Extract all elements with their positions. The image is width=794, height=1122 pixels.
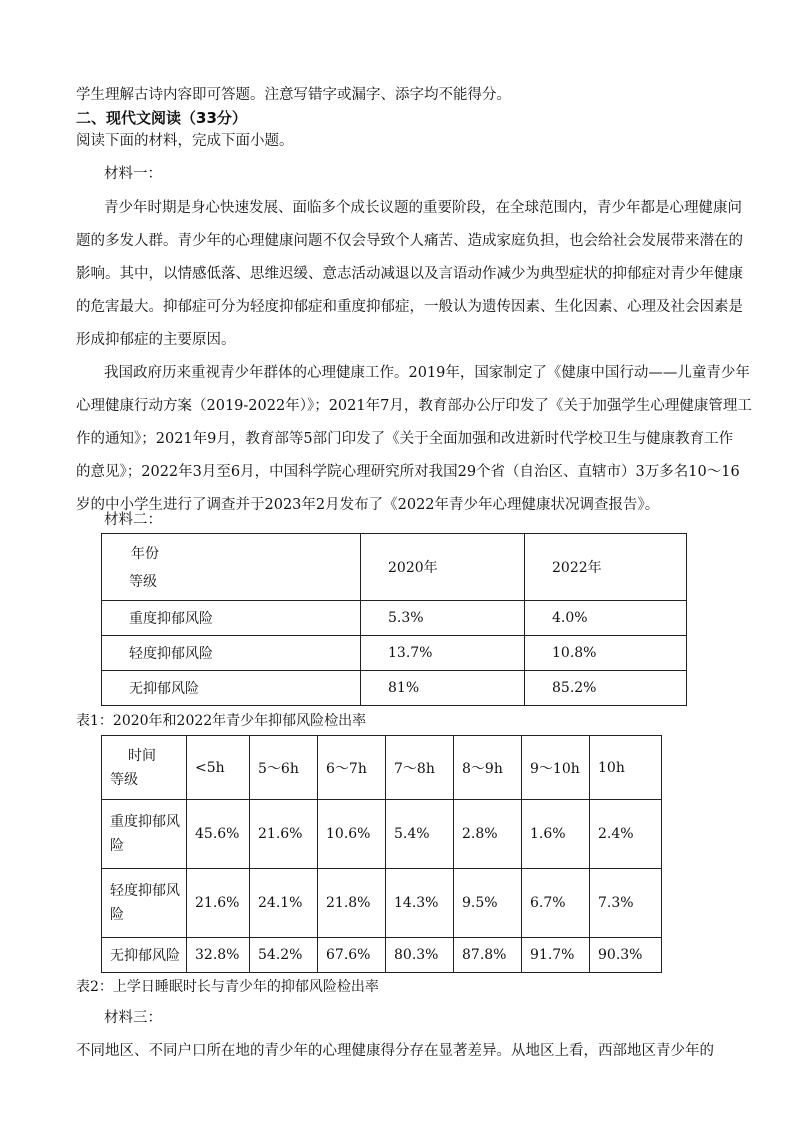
table-cell: 10.8% <box>525 636 687 671</box>
table-cell: 45.6% <box>187 800 250 869</box>
table-cell: 6.7% <box>522 869 590 938</box>
table-header-cell: 5～6h <box>250 736 318 800</box>
row-label-line: 重度抑郁风 <box>110 814 180 830</box>
header-bottom-label: 等级 <box>110 771 138 788</box>
table-header-cell: <5h <box>187 736 250 800</box>
paragraph-line: 青少年时期是身心快速发展、面临多个成长议题的重要阶段，在全球范围内，青少年都是心理健康问 <box>104 200 742 216</box>
table-row <box>102 671 687 706</box>
table-cell: 13.7% <box>361 636 525 671</box>
table-cell: 54.2% <box>250 938 318 973</box>
table-cell: 2.8% <box>454 800 522 869</box>
table-caption: 表2：上学日睡眠时长与青少年的抑郁风险检出率 <box>76 979 379 995</box>
table-cell: 24.1% <box>250 869 318 938</box>
table-cell: 90.3% <box>590 938 662 973</box>
table-row <box>102 938 662 973</box>
header-top-label: 年份 <box>131 546 159 562</box>
paragraph-line: 的危害最大。抑郁症可分为轻度抑郁症和重度抑郁症，一般认为遗传因素、生化因素、心理及社会因素是 <box>76 299 743 315</box>
material-label: 材料一： <box>104 166 162 182</box>
table-header-cell: 2020年 <box>361 534 525 601</box>
table-depression-risk-by-year <box>101 533 687 706</box>
table-row <box>102 601 687 636</box>
header-bottom-label: 等级 <box>129 574 157 590</box>
row-label: 轻度抑郁风险 <box>102 636 361 671</box>
table-cell: 5.3% <box>361 601 525 636</box>
paragraph-line: 岁的中小学生进行了调查并于2023年2月发布了《2022年青少年心理健康状况调查报告》。 <box>76 497 660 513</box>
table-header-corner <box>102 736 187 800</box>
table-row <box>102 869 662 938</box>
table-cell: 10.6% <box>318 800 386 869</box>
text-line: 学生理解古诗内容即可答题。注意写错字或漏字、添字均不能得分。 <box>76 87 511 103</box>
table-cell: 21.6% <box>187 869 250 938</box>
row-label: 无抑郁风险 <box>102 671 361 706</box>
paragraph-line: 影响。其中，以情感低落、思维迟缓、意志活动减退以及言语动作减少为典型症状的抑郁症对青少年健康 <box>76 266 743 282</box>
table-cell: 9.5% <box>454 869 522 938</box>
row-label-line: 轻度抑郁风 <box>110 883 180 899</box>
table-cell: 1.6% <box>522 800 590 869</box>
table-cell: 85.2% <box>525 671 687 706</box>
section-heading: 二、现代文阅读（33分） <box>76 109 247 127</box>
paragraph-line: 的意见》；2022年3月至6月，中国科学院心理研究所对我国29个省（自治区、直辖市）3万多名10～16 <box>76 464 740 480</box>
table-header-corner <box>102 534 361 601</box>
paragraph-line: 心理健康行动方案（2019-2022年）》；2021年7月，教育部办公厅印发了《关于加强学生心理健康管理工 <box>76 398 752 414</box>
table-row <box>102 800 662 869</box>
table-cell: 7.3% <box>590 869 662 938</box>
table-cell: 2.4% <box>590 800 662 869</box>
header-top-label: 时间 <box>128 747 156 764</box>
table-caption: 表1：2020年和2022年青少年抑郁风险检出率 <box>76 713 367 729</box>
table-cell: 32.8% <box>187 938 250 973</box>
table-cell: 80.3% <box>386 938 454 973</box>
table-cell: 21.8% <box>318 869 386 938</box>
table-header-cell: 10h <box>590 736 662 800</box>
table-header-cell: 7～8h <box>386 736 454 800</box>
table-cell: 91.7% <box>522 938 590 973</box>
paragraph-line: 作的通知》；2021年9月，教育部等5部门印发了《关于全面加强和改进新时代学校卫生与健康教育工作 <box>76 431 734 447</box>
row-label-line: 险 <box>110 907 124 923</box>
table-cell: 87.8% <box>454 938 522 973</box>
table-cell: 81% <box>361 671 525 706</box>
row-label: 无抑郁风险 <box>102 938 187 973</box>
table-header-cell: 8～9h <box>454 736 522 800</box>
table-header-cell: 2022年 <box>525 534 687 601</box>
material-label: 材料二： <box>104 512 162 528</box>
table-cell: 67.6% <box>318 938 386 973</box>
row-label-line: 险 <box>110 838 124 854</box>
paragraph-line: 我国政府历来重视青少年群体的心理健康工作。2019年，国家制定了《健康中国行动——儿童青少年 <box>104 365 750 381</box>
table-cell: 21.6% <box>250 800 318 869</box>
paragraph-line: 形成抑郁症的主要原因。 <box>76 332 236 348</box>
table-header-cell: 9～10h <box>522 736 590 800</box>
table-row <box>102 636 687 671</box>
paragraph-line: 题的多发人群。青少年的心理健康问题不仅会导致个人痛苦、造成家庭负担，也会给社会发展带来潜在的 <box>76 233 743 249</box>
row-label: 重度抑郁风险 <box>102 601 361 636</box>
table-cell: 5.4% <box>386 800 454 869</box>
row-label <box>102 869 187 938</box>
table-header-cell: 6～7h <box>318 736 386 800</box>
table-cell: 14.3% <box>386 869 454 938</box>
paragraph-line: 不同地区、不同户口所在地的青少年的心理健康得分存在显著差异。从地区上看，西部地区青少年的 <box>76 1043 714 1059</box>
table-depression-risk-by-sleep <box>101 735 662 973</box>
row-label <box>102 800 187 869</box>
table-cell: 4.0% <box>525 601 687 636</box>
instruction-line: 阅读下面的材料，完成下面小题。 <box>76 133 294 149</box>
material-label: 材料三： <box>104 1010 162 1026</box>
